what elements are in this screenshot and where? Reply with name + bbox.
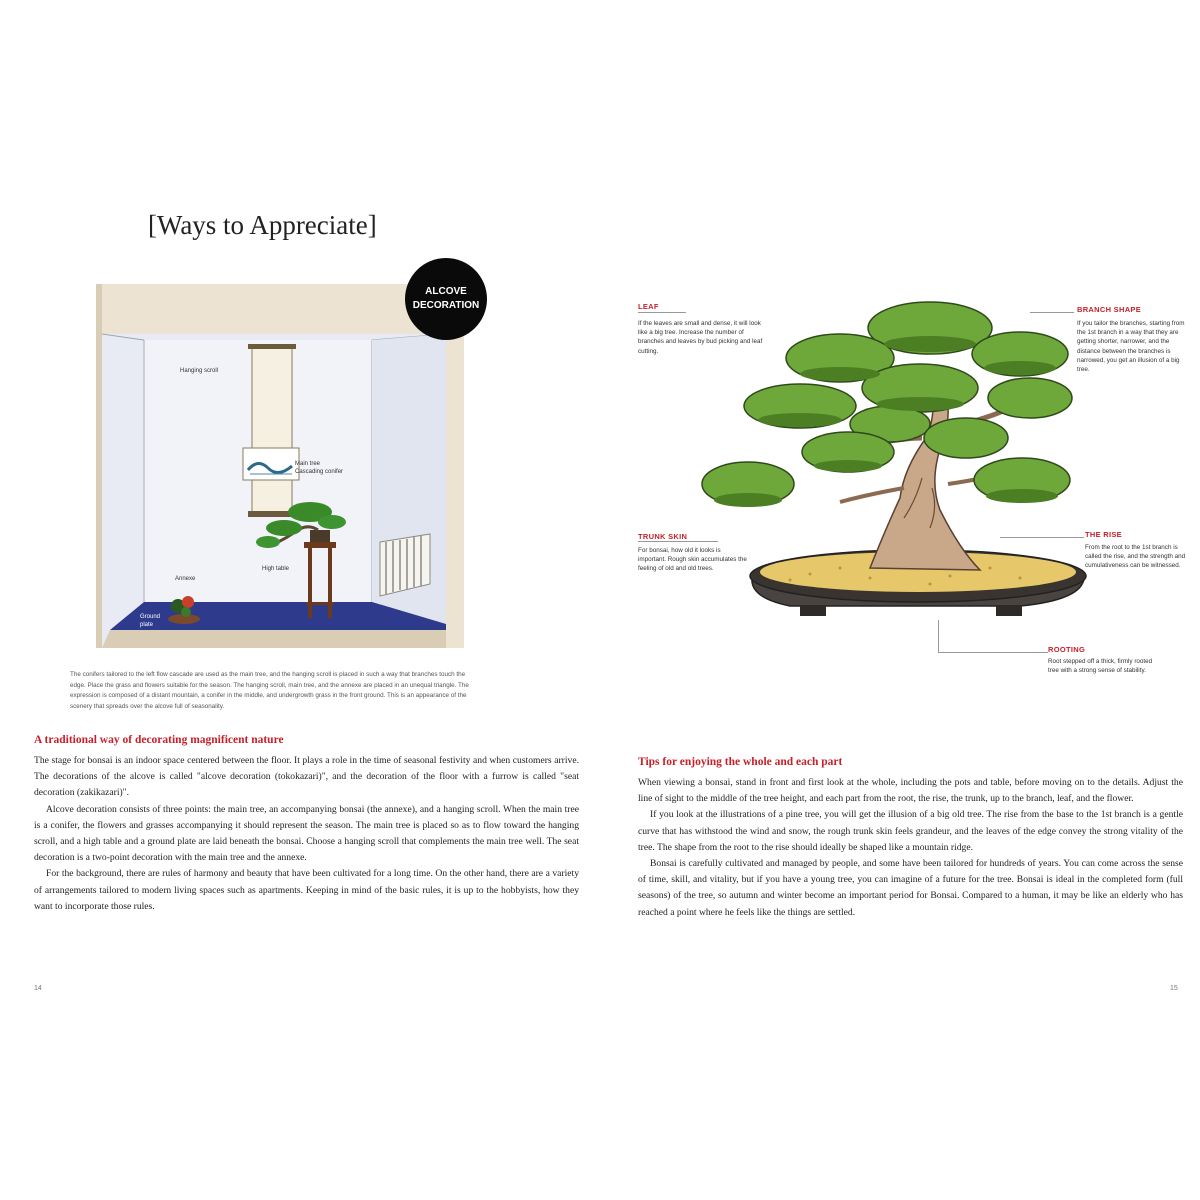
callout-the-rise xyxy=(1085,530,1188,571)
callout-branch-shape xyxy=(1077,305,1187,374)
badge-line2: DECORATION xyxy=(412,300,480,311)
the-rise-rule xyxy=(1000,537,1084,538)
right-section-heading: Tips for enjoying the whole and each part xyxy=(638,756,843,768)
right-body-text xyxy=(638,775,1183,921)
left-paragraph-2: Alcove decoration consists of three points: the main tree, an accompanying bonsai (the annexe), and a hanging scroll. When the main tree is a conifer, the flowers and grasses accompanying it should represent the season. The main tree is placed so as to flow toward the hanging scroll, and a high table and a ground plate are laid beneath the bonsai. Choose a hanging scroll that complements the main tree well. The seat decoration is a two-point decoration with the main tree and the annexe. xyxy=(34,803,579,864)
branch-shape-rule xyxy=(1030,312,1074,313)
page-title: [Ways to Appreciate] xyxy=(148,210,377,240)
callout-trunk-skin-text: For bonsai, how old it looks is important. Rough skin accumulates the feeling of old and old trees. xyxy=(638,547,747,573)
left-paragraph-3: For the background, there are rules of harmony and beauty that have been cultivated for a long time. On the other hand, there are a variety of arrangements tailored to modern living spaces such as apartments. Keeping in mind of the basic rules, it is up to the hobbyists, how they want to incorporate those rules. xyxy=(34,868,579,912)
label-high-table: High table xyxy=(262,566,290,572)
callout-leaf xyxy=(638,302,768,356)
label-ground-plate-line1: Ground xyxy=(140,614,161,620)
callout-trunk-skin xyxy=(638,532,750,574)
left-body-text xyxy=(34,753,579,915)
callout-rooting xyxy=(1048,645,1158,675)
callout-trunk-skin-title: TRUNK SKIN xyxy=(638,532,688,541)
callout-branch-shape-title: BRANCH SHAPE xyxy=(1077,305,1142,314)
alcove-caption: The conifers tailored to the left flow cascade are used as the main tree, and the hanging scroll is placed in such a way that branches touch the edge. Place the grass and flowers suitable for the season. The hanging scroll, main tree, and the annexe are placed in an unequal triangle. The expression is composed of a distant mountain, a conifer in the middle, and undergrowth grass in the front ground. This is an appearance of the scenery that spreads over the alcove full of seasonality. xyxy=(70,671,469,711)
right-page-number: 15 xyxy=(1170,985,1178,992)
callout-leaf-title: LEAF xyxy=(638,302,659,311)
callout-leaf-text: If the leaves are small and dense, it will look like a big tree. Increase the number of branches and leaves by bud picking and leaf cutting. xyxy=(638,320,763,355)
left-paragraph-1: The stage for bonsai is an indoor space centered between the floor. It plays a role in the time of seasonal festivity and when customers arrive. The decorations of the alcove is called "alcove decoration (tokokazari)", and the decoration of the floor with a furrow is called "seat decoration (zakikazari)". xyxy=(34,755,579,799)
callout-rooting-title: ROOTING xyxy=(1048,645,1086,654)
label-main-tree xyxy=(295,460,343,476)
alcove-illustration xyxy=(96,284,464,648)
right-paragraph-3: Bonsai is carefully cultivated and managed by people, and some have been tailored for hundreds of years. You can come across the sense of time, skill, and vitality, but if you have a young tree, you can imagine of a future for the tree. Bonsai is ideal in the completed form (full seasons) of the tree, so autumn and winter become an important period for Bonsai. Compared to a human, it may be like an elderly who has reached a point where he feels like the things are settled. xyxy=(638,858,1183,918)
alcove-decoration-badge xyxy=(405,258,487,340)
callout-rooting-text: Root stepped off a thick, firmly rooted tree with a strong sense of stability. xyxy=(1048,658,1153,675)
callout-the-rise-title: THE RISE xyxy=(1085,530,1122,539)
label-hanging-scroll: Hanging scroll xyxy=(180,368,219,374)
callout-the-rise-text: From the root to the 1st branch is called the rise, and the strength and cumulativeness can be witnessed. xyxy=(1085,544,1186,570)
label-main-tree-line1: Main tree xyxy=(295,461,321,467)
right-paragraph-2: If you look at the illustrations of a pine tree, you will get the illusion of a big old tree. The rise from the base to the 1st branch is a gentle curve that has withstood the wind and snow, the rough trunk skin feels grandeur, and the leaves of the edge convey the strong vitality of the tree. The shape from the root to the rise should ideally be shaped like a mountain ridge. xyxy=(638,809,1183,853)
label-annexe: Annexe xyxy=(175,576,196,582)
label-main-tree-line2: Cascading conifer xyxy=(295,469,344,475)
left-section-heading: A traditional way of decorating magnificent nature xyxy=(34,734,284,746)
label-ground-plate-line2: plate xyxy=(140,622,154,628)
rooting-rule xyxy=(938,652,1048,653)
right-paragraph-1: When viewing a bonsai, stand in front and first look at the whole, including the pots and table, before moving on to the details. Adjust the line of sight to the middle of the tree height, and each part from the root, the rise, the trunk, up to the branch, leaf, and the flower. xyxy=(638,777,1183,805)
callout-branch-shape-text: If you tailor the branches, starting from the 1st branch in a way that they are getting shorter, narrower, and the distance between the branches is narrowed, you get an illusion of a big tree. xyxy=(1077,320,1185,374)
left-page-number: 14 xyxy=(34,985,42,992)
label-ground-plate xyxy=(140,613,160,629)
rooting-leader xyxy=(938,620,939,652)
badge-line1: ALCOVE xyxy=(425,286,467,297)
